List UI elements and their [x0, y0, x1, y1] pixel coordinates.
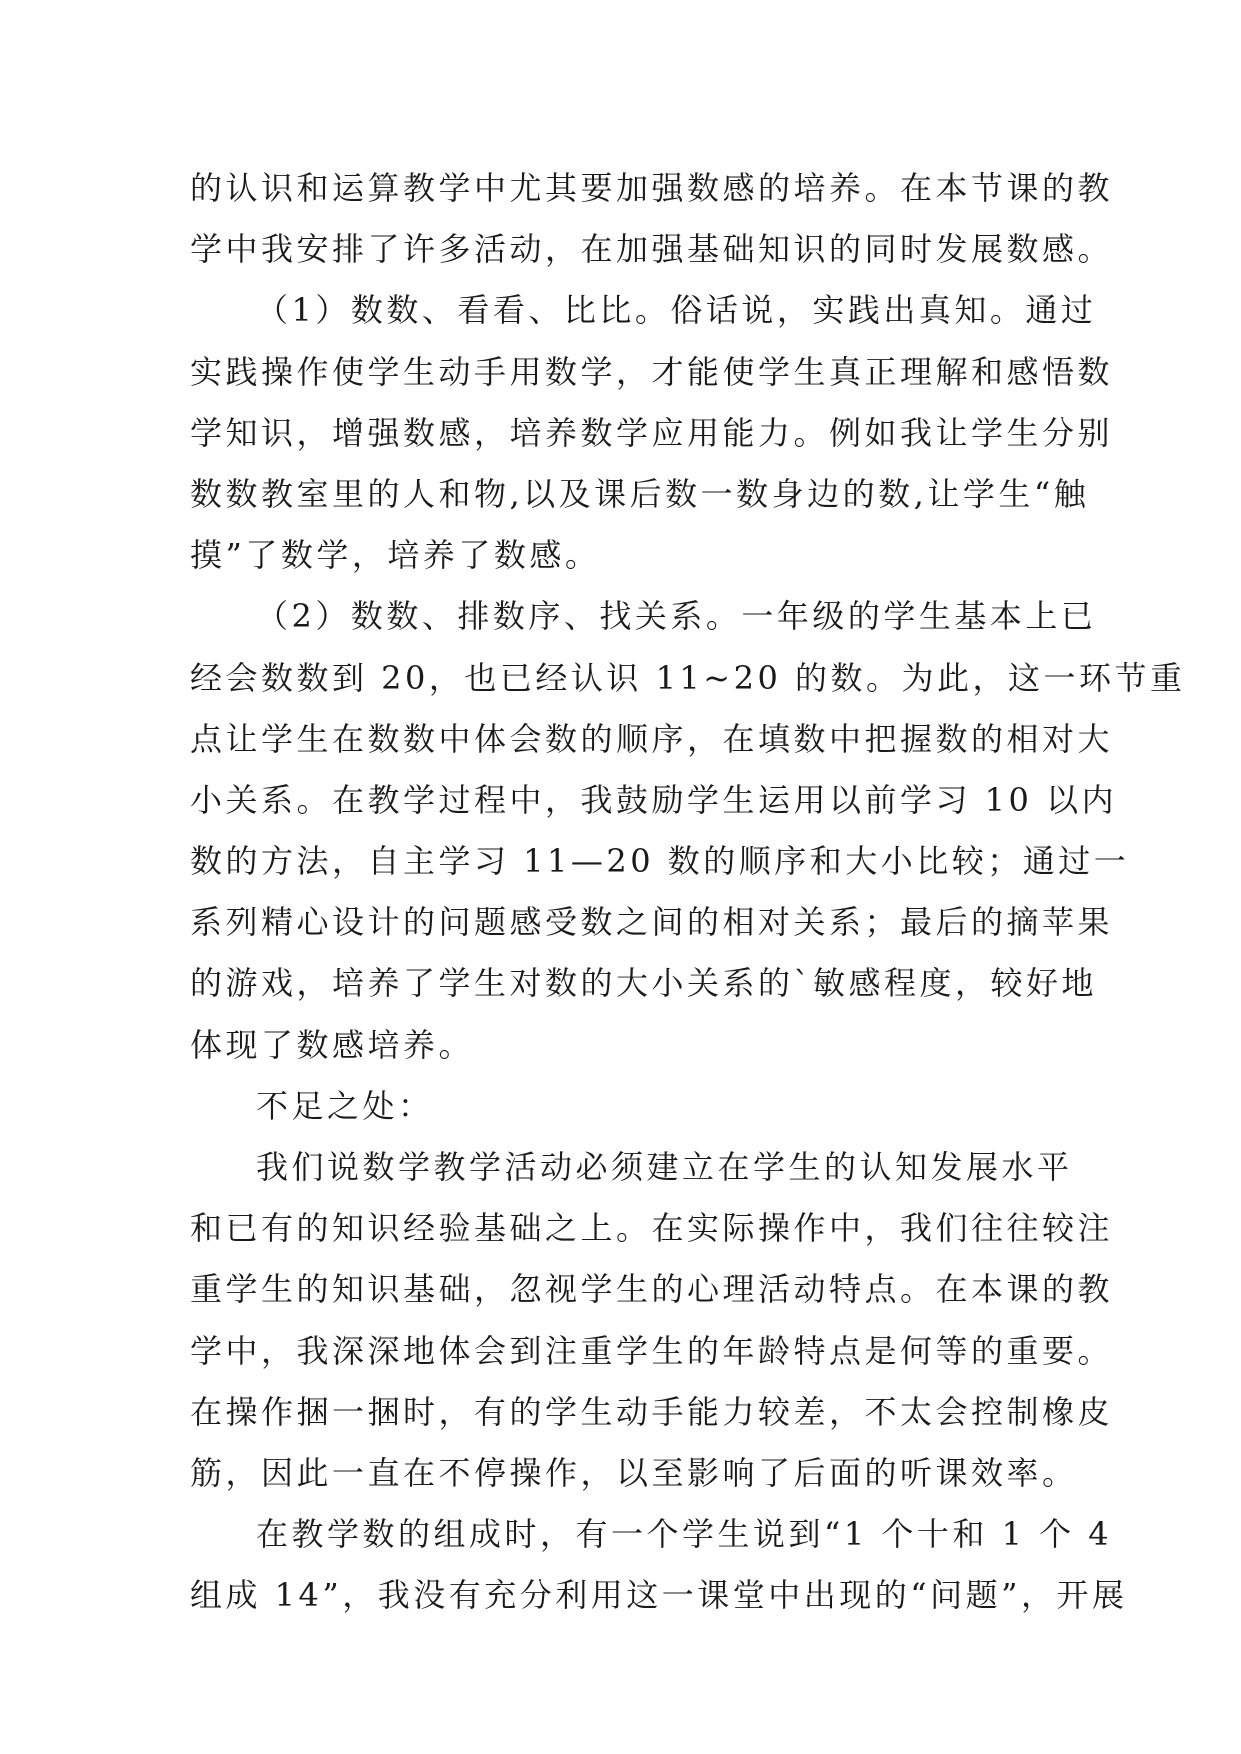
text-line: 体现了数感培养。: [190, 1025, 475, 1064]
text-line: 小关系。在教学过程中，我鼓励学生运用以前学习 10 以内: [190, 780, 1118, 819]
paragraph-start-line: 在教学数的组成时，有一个学生说到“1 个十和 1 个 4: [256, 1515, 1113, 1554]
text-line: 实践操作使学生动手用数学，才能使学生真正理解和感悟数: [190, 352, 1114, 391]
text-line: 重学生的知识基础，忽视学生的心理活动特点。在本课的教: [190, 1270, 1114, 1309]
text-line: 学中我安排了许多活动，在加强基础知识的同时发展数感。: [190, 230, 1114, 269]
section-heading: 不足之处：: [256, 1086, 434, 1125]
document-body: [190, 158, 1186, 1627]
text-line: 筋，因此一直在不停操作，以至影响了后面的听课效率。: [190, 1453, 1078, 1492]
text-line: 在操作捆一捆时，有的学生动手能力较差，不太会控制橡皮: [190, 1392, 1114, 1431]
text-line: 的游戏，培养了学生对数的大小关系的`敏感程度，较好地: [190, 964, 1098, 1003]
text-line: 经会数数到 20，也已经认识 11~20 的数。为此，这一环节重: [190, 658, 1186, 697]
paragraph-start-line: 我们说数学教学活动必须建立在学生的认知发展水平: [256, 1148, 1073, 1186]
text-line: 数的方法，自主学习 11—20 数的顺序和大小比较；通过一: [190, 842, 1130, 881]
text-line: 组成 14”，我没有充分利用这一课堂中出现的“问题”，开展: [190, 1576, 1128, 1615]
text-line: 和已有的知识经验基础之上。在实际操作中，我们往往较注: [190, 1209, 1114, 1248]
text-line: 学中，我深深地体会到注重学生的年龄特点是何等的重要。: [190, 1331, 1114, 1370]
text-line: 的认识和运算教学中尤其要加强数感的培养。在本节课的教: [190, 169, 1114, 207]
text-line: 数数教室里的人和物,以及课后数一数身边的数,让学生“触: [190, 474, 1090, 513]
text-line: 学知识，增强数感，培养数学应用能力。例如我让学生分别: [190, 413, 1114, 452]
paragraph-start-line: （2）数数、排数序、找关系。一年级的学生基本上已: [256, 597, 1097, 636]
text-line: 系列精心设计的问题感受数之间的相对关系；最后的摘苹果: [190, 903, 1114, 942]
text-line: 摸”了数学，培养了数感。: [190, 536, 601, 575]
text-line: 点让学生在数数中体会数的顺序，在填数中把握数的相对大: [190, 719, 1114, 758]
paragraph-start-line: （1）数数、看看、比比。俗话说，实践出真知。通过: [256, 291, 1097, 330]
